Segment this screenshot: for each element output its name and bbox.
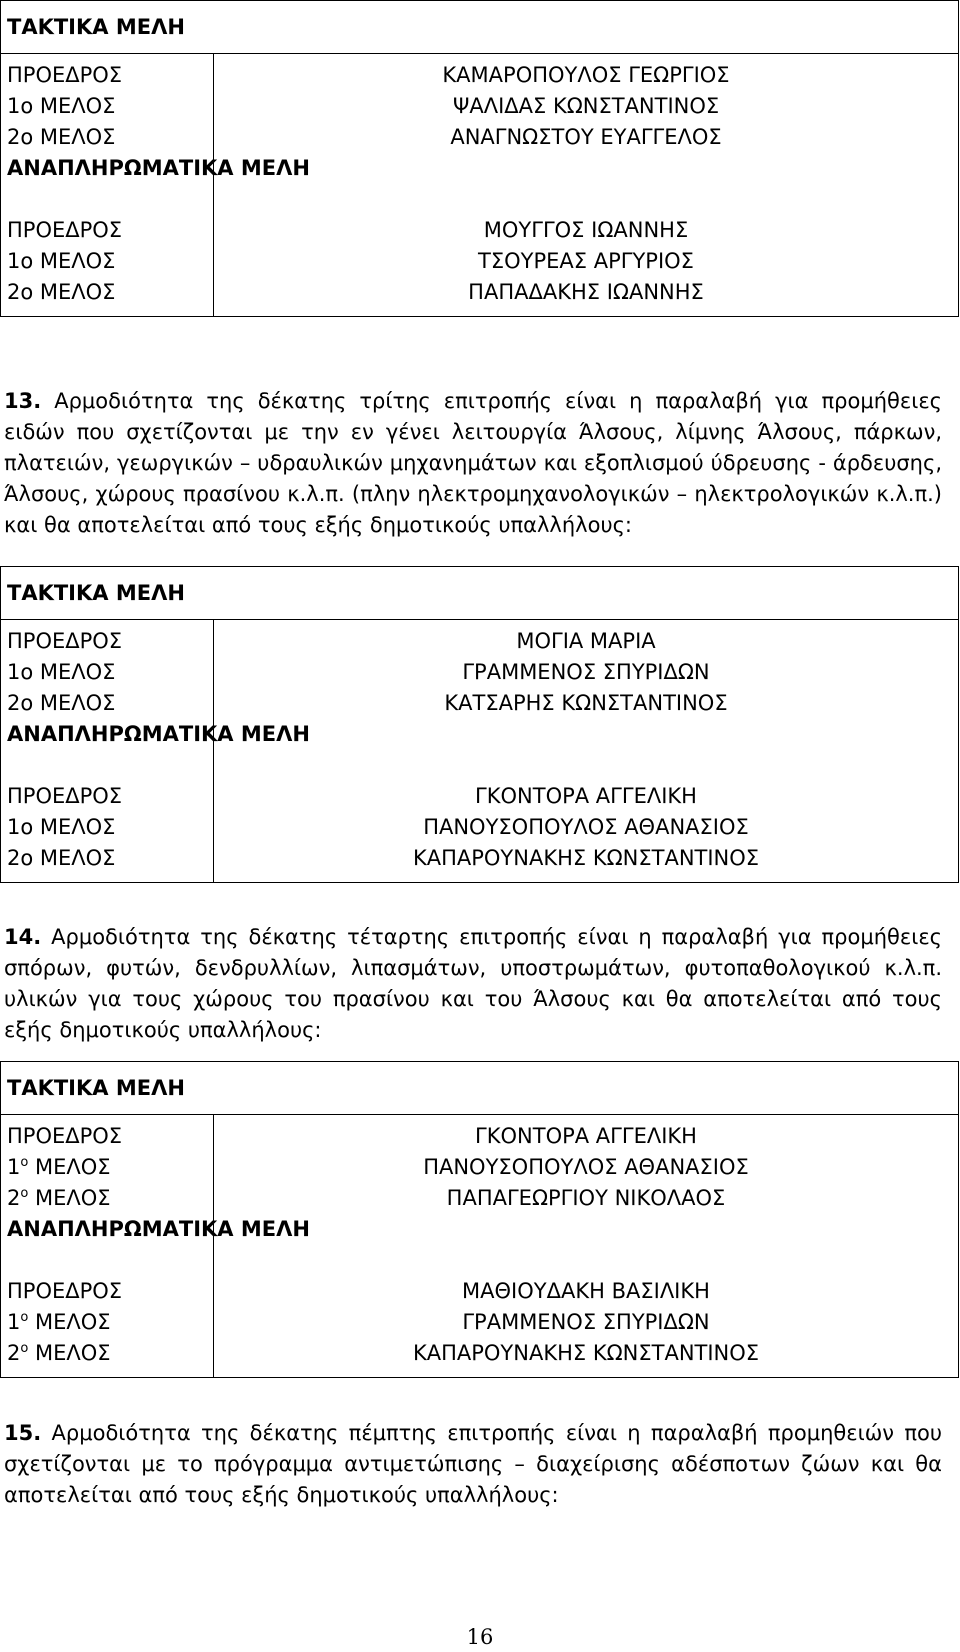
role-president: ΠΡΟΕΔΡΟΣ bbox=[7, 63, 123, 87]
member-name: ΓΡΑΜΜΕΝΟΣ ΣΠΥΡΙΔΩΝ bbox=[462, 1310, 710, 1334]
substitute-members-heading: ΑΝΑΠΛΗΡΩΜΑΤΙΚΑ ΜΕΛΗ bbox=[7, 722, 310, 746]
paragraph-number: 14. bbox=[4, 925, 42, 949]
role-member-1: $1^o$ ΜΕΛΟΣ bbox=[7, 1155, 111, 1179]
role-member-2: $2^o$ ΜΕΛΟΣ bbox=[7, 1341, 111, 1365]
names-cell bbox=[214, 54, 959, 317]
member-name: ΠΑΠΑΓΕΩΡΓΙΟΥ ΝΙΚΟΛΑΟΣ bbox=[446, 1186, 726, 1210]
role-president: ΠΡΟΕΔΡΟΣ bbox=[7, 1279, 123, 1303]
member-name: ΠΑΝΟΥΣΟΠΟΥΛΟΣ ΑΘΑΝΑΣΙΟΣ bbox=[423, 1155, 749, 1179]
committee-table-13 bbox=[0, 566, 959, 883]
role-member-1: $1^o$ ΜΕΛΟΣ bbox=[7, 1310, 111, 1334]
role-president: ΠΡΟΕΔΡΟΣ bbox=[7, 784, 123, 808]
member-name: ΠΑΝΟΥΣΟΠΟΥΛΟΣ ΑΘΑΝΑΣΙΟΣ bbox=[423, 815, 749, 839]
member-name: ΚΑΤΣΑΡΗΣ ΚΩΝΣΤΑΝΤΙΝΟΣ bbox=[444, 691, 728, 715]
member-name: ΚΑΠΑΡΟΥΝΑΚΗΣ ΚΩΝΣΤΑΝΤΙΝΟΣ bbox=[412, 846, 760, 870]
committee-table-12 bbox=[0, 0, 959, 317]
paragraph-13 bbox=[4, 386, 942, 541]
paragraph-text: Αρμοδιότητα της δέκατης πέμπτης επιτροπής είναι η παραλαβή προμηθειών που σχετίζονται με το πρόγραμμα αντιμετώπισης – διαχείρισης αδέσποτων ζώων και θα αποτελείται από τους εξής δημοτικούς υπαλλήλους: bbox=[4, 1421, 942, 1507]
role-member-1: 1ο ΜΕΛΟΣ bbox=[7, 94, 116, 118]
member-name: ΓΚΟΝΤΟΡΑ ΑΓΓΕΛΙΚΗ bbox=[475, 1124, 697, 1148]
committee-table-14 bbox=[0, 1061, 959, 1378]
role-member-2: $2^o$ ΜΕΛΟΣ bbox=[7, 1186, 111, 1210]
roles-cell bbox=[1, 1115, 310, 1378]
regular-members-heading: ΤΑΚΤΙΚΑ ΜΕΛΗ bbox=[1, 567, 959, 620]
role-president: ΠΡΟΕΔΡΟΣ bbox=[7, 1124, 123, 1148]
names-cell bbox=[214, 1115, 959, 1378]
role-member-1: 1ο ΜΕΛΟΣ bbox=[7, 660, 116, 684]
regular-members-heading: ΤΑΚΤΙΚΑ ΜΕΛΗ bbox=[1, 1062, 959, 1115]
member-name: ΑΝΑΓΝΩΣΤΟΥ ΕΥΑΓΓΕΛΟΣ bbox=[450, 125, 722, 149]
roles-cell bbox=[1, 54, 310, 317]
role-president: ΠΡΟΕΔΡΟΣ bbox=[7, 629, 123, 653]
member-name: ΓΡΑΜΜΕΝΟΣ ΣΠΥΡΙΔΩΝ bbox=[462, 660, 710, 684]
regular-members-heading: ΤΑΚΤΙΚΑ ΜΕΛΗ bbox=[1, 1, 959, 54]
member-name: ΤΣΟΥΡΕΑΣ ΑΡΓΥΡΙΟΣ bbox=[478, 249, 694, 273]
role-member-2: 2ο ΜΕΛΟΣ bbox=[7, 125, 116, 149]
member-name: ΠΑΠΑΔΑΚΗΣ ΙΩΑΝΝΗΣ bbox=[468, 280, 704, 304]
paragraph-number: 15. bbox=[4, 1421, 42, 1445]
role-member-1: 1ο ΜΕΛΟΣ bbox=[7, 249, 116, 273]
paragraph-number: 13. bbox=[4, 389, 42, 413]
role-member-2: 2ο ΜΕΛΟΣ bbox=[7, 846, 116, 870]
roles-cell bbox=[1, 620, 310, 883]
role-member-1: 1ο ΜΕΛΟΣ bbox=[7, 815, 116, 839]
paragraph-text: Αρμοδιότητα της δέκατης τρίτης επιτροπής είναι η παραλαβή για προμήθειες ειδών που σχετίζονται με την εν γένει λειτουργία Άλσους, λίμνης Άλσους, πάρκων, πλατειών, γεωργικών – υδραυλικών μηχανημάτων και εξοπλισμού ύδρευσης - άρδευσης, Άλσους, χώρους πρασίνου κ.λ.π. (πλην ηλεκτρομηχανολογικών – ηλεκτρολογικών κ.λ.π.) και θα αποτελείται από τους εξής δημοτικούς υπαλλήλους: bbox=[4, 389, 942, 537]
paragraph-text: Αρμοδιότητα της δέκατης τέταρτης επιτροπής είναι η παραλαβή για προμήθειες σπόρων, φυτών, δενδρυλλίων, λιπασμάτων, υποστρωμάτων, φυτοπαθολογικού κ.λ.π. υλικών για τους χώρους του πρασίνου και του Άλσους και θα αποτελείται από τους εξής δημοτικούς υπαλλήλους: bbox=[4, 925, 942, 1042]
member-name: ΚΑΠΑΡΟΥΝΑΚΗΣ ΚΩΝΣΤΑΝΤΙΝΟΣ bbox=[412, 1341, 760, 1365]
role-member-2: 2ο ΜΕΛΟΣ bbox=[7, 280, 116, 304]
role-member-2: 2ο ΜΕΛΟΣ bbox=[7, 691, 116, 715]
role-president: ΠΡΟΕΔΡΟΣ bbox=[7, 218, 123, 242]
member-name: ΜΟΥΓΓΟΣ ΙΩΑΝΝΗΣ bbox=[483, 218, 689, 242]
page-number: 16 bbox=[466, 1625, 494, 1649]
substitute-members-heading: ΑΝΑΠΛΗΡΩΜΑΤΙΚΑ ΜΕΛΗ bbox=[7, 1217, 310, 1241]
member-name: ΜΑΘΙΟΥΔΑΚΗ ΒΑΣΙΛΙΚΗ bbox=[462, 1279, 710, 1303]
member-name: ΜΟΓΙΑ ΜΑΡΙΑ bbox=[516, 629, 656, 653]
paragraph-15 bbox=[4, 1418, 942, 1511]
member-name: ΚΑΜΑΡΟΠΟΥΛΟΣ ΓΕΩΡΓΙΟΣ bbox=[442, 63, 730, 87]
member-name: ΓΚΟΝΤΟΡΑ ΑΓΓΕΛΙΚΗ bbox=[475, 784, 697, 808]
names-cell bbox=[214, 620, 959, 883]
member-name: ΨΑΛΙΔΑΣ ΚΩΝΣΤΑΝΤΙΝΟΣ bbox=[452, 94, 720, 118]
substitute-members-heading: ΑΝΑΠΛΗΡΩΜΑΤΙΚΑ ΜΕΛΗ bbox=[7, 156, 310, 180]
paragraph-14 bbox=[4, 922, 942, 1046]
